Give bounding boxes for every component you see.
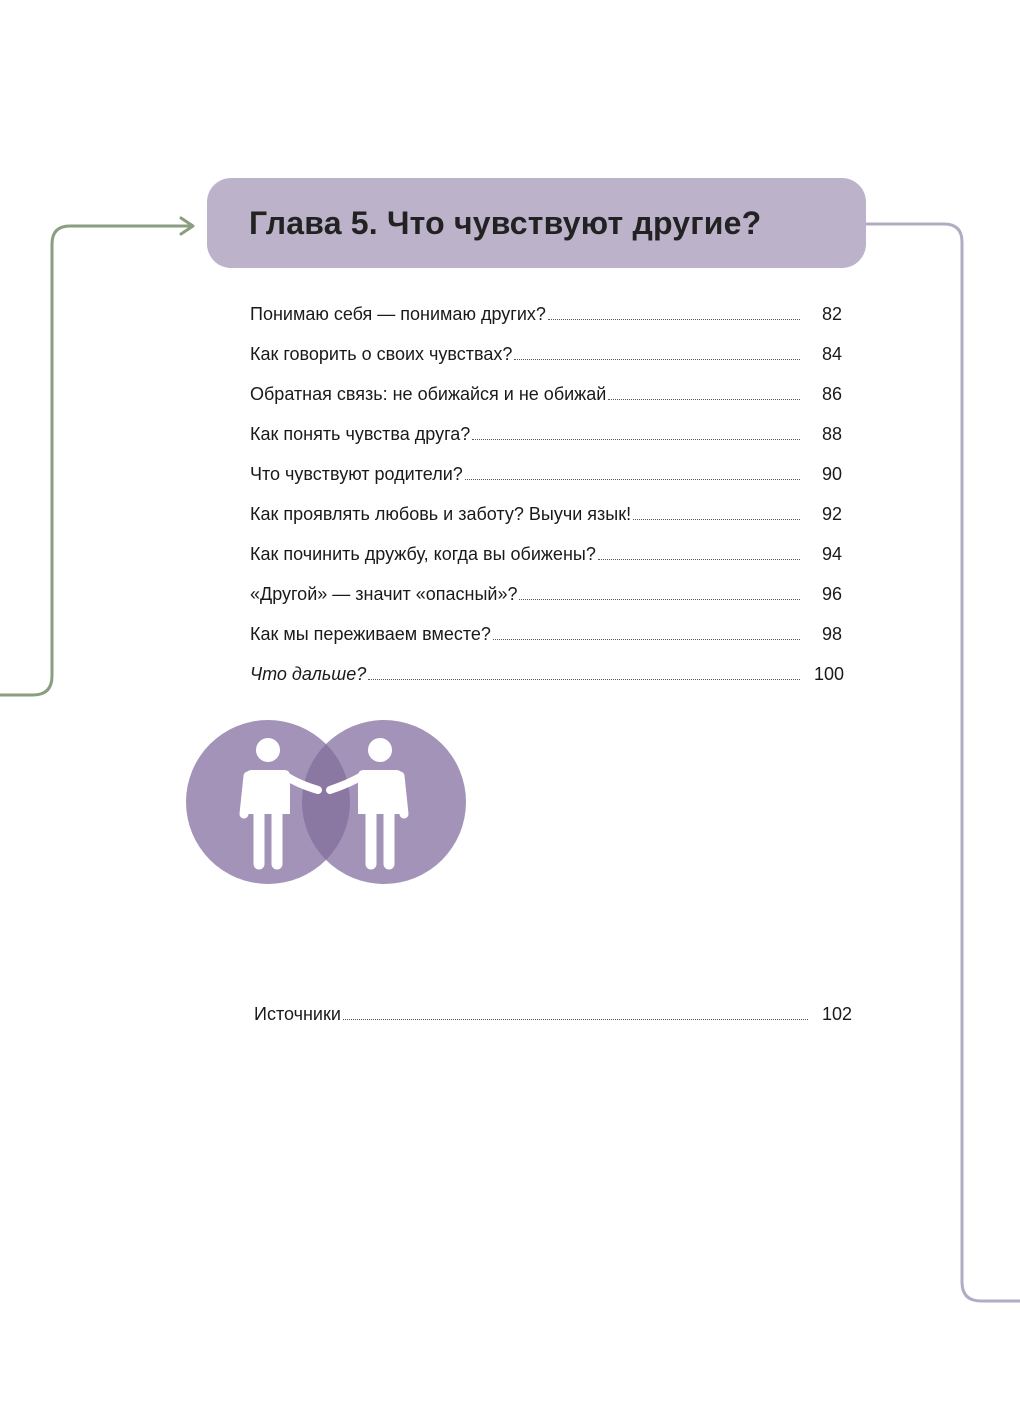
toc-entry[interactable] [250,457,842,485]
toc-entry-page: 84 [821,344,842,364]
chapter-title: Глава 5. Что чувствуют другие? [249,204,762,241]
toc-entry-page: 100 [814,664,845,684]
toc-entry-page: 96 [821,584,842,604]
toc-leader-dots [368,679,800,680]
toc-entry-title: Как говорить о своих чувствах? [250,344,513,364]
toc-entry[interactable] [250,337,842,365]
sources-page: 102 [822,1004,853,1024]
sources-entry[interactable] [254,997,853,1025]
toc-leader-dots [514,359,800,360]
toc-leader-dots [472,439,800,440]
toc-entry[interactable] [250,497,842,525]
toc-entry-title: Понимаю себя — понимаю других? [250,304,546,324]
sources-title: Источники [254,1004,341,1024]
toc-leader-dots [548,319,800,320]
toc-entry-page: 98 [821,624,842,644]
chapter-banner [207,178,866,268]
left-connector-line [0,226,192,695]
toc-entry-page: 86 [821,384,842,404]
toc-entry[interactable] [250,377,842,405]
toc-leader-dots [633,519,800,520]
toc-leader-dots [493,639,800,640]
toc-entry-title: Как починить дружбу, когда вы обижены? [250,544,596,564]
toc-entry-title: Как мы переживаем вместе? [250,624,491,644]
toc-leader-dots [608,399,800,400]
toc-leader-dots [343,1019,808,1020]
toc-leader-dots [519,599,800,600]
toc-entry-page: 88 [821,424,842,444]
toc-leader-dots [598,559,800,560]
toc-entry[interactable] [250,537,842,565]
toc-entry[interactable] [250,297,842,325]
toc-entry-page: 92 [821,504,842,524]
toc-entry-title: «Другой» — значит «опасный»? [250,584,518,604]
toc-entry[interactable] [250,577,842,605]
toc-entry-page: 90 [821,464,842,484]
toc-entry-title: Что дальше? [250,664,367,684]
toc-entry-title: Что чувствуют родители? [250,464,463,484]
toc-entry-title: Как проявлять любовь и заботу? Выучи язык! [250,504,632,524]
toc-leader-dots [465,479,800,480]
toc-entry-page: 94 [821,544,842,564]
toc-entry-page: 82 [821,304,842,324]
toc-entry-title: Обратная связь: не обижайся и не обижай [250,384,607,404]
toc-entry[interactable] [250,617,842,645]
two-people-handshake-icon [186,718,468,886]
right-connector-line [866,224,1020,1301]
toc-entry[interactable] [250,657,845,685]
toc-entry-title: Как понять чувства друга? [250,424,471,444]
toc-entry[interactable] [250,417,842,445]
